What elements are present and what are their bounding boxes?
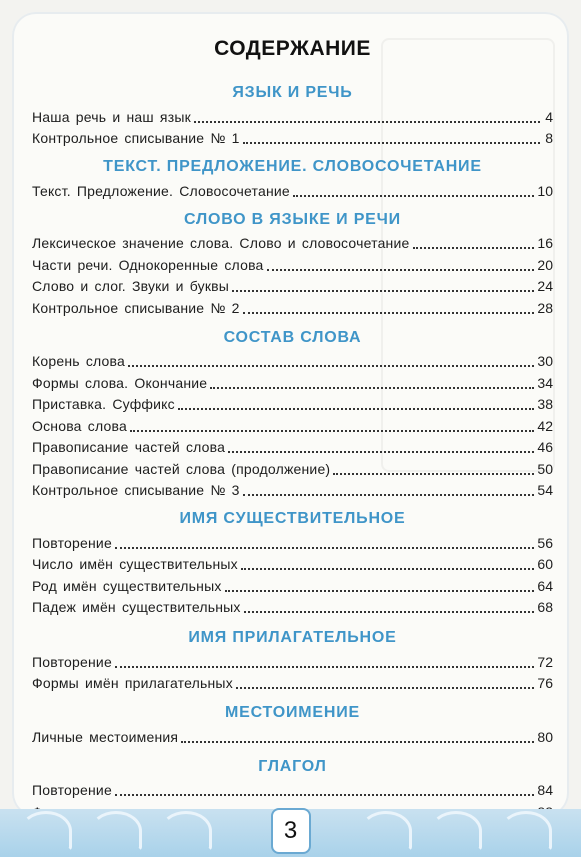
toc-entry [32,297,553,319]
dot-leader [178,407,535,410]
toc-section [32,509,553,618]
section-heading: ИМЯ ПРИЛАГАТЕЛЬНОЕ [188,629,397,646]
page-number: 3 [271,808,311,854]
toc-section [32,210,553,319]
entry-page-number: 54 [537,482,553,498]
entry-title: Повторение [32,782,112,798]
ornament-swirl [500,811,552,851]
entry-page-number: 8 [545,130,553,146]
entry-title: Основа слова [32,417,127,434]
entry-title: Число имён существительных [32,556,238,572]
section-heading: ГЛАГОЛ [258,757,327,775]
toc-entry [32,128,553,150]
dot-leader [130,429,534,432]
dot-leader [244,610,535,613]
toc-entry [32,480,553,502]
entry-page-number: 46 [537,439,553,455]
toc-sections [32,83,553,844]
entry-title: Текст. Предложение. Словосочетание [32,182,290,199]
toc-section [32,83,553,149]
dot-leader [115,793,534,796]
dot-leader [243,311,535,314]
ornament-swirl [360,811,412,851]
toc-entry [32,673,553,695]
dot-leader [243,141,540,144]
entry-title: Личные местоимения [32,728,179,745]
entry-page-number: 56 [537,534,553,551]
toc-section [32,628,553,694]
table-of-contents [32,12,553,844]
dot-leader [232,289,534,292]
dot-leader [333,472,534,475]
dot-leader [181,740,534,743]
entry-title: Приставка. Суффикс [32,396,175,412]
entry-title: Контрольное списывание № 2 [32,299,240,316]
section-heading: СЛОВО В ЯЗЫКЕ И РЕЧИ [184,210,401,228]
entry-page-number: 60 [537,556,553,572]
entry-title: Слово и слог. Звуки и буквы [32,278,230,294]
entry-page-number: 38 [537,396,553,412]
toc-entry [32,437,553,459]
entry-page-number: 10 [537,182,553,199]
dot-leader [210,386,534,389]
section-heading: ТЕКСТ. ПРЕДЛОЖЕНИЕ. СЛОВОСОЧЕТАНИЕ [103,158,482,175]
dot-leader [115,546,534,549]
entry-page-number: 84 [537,782,553,798]
dot-leader [236,686,535,689]
toc-entry [32,372,553,394]
toc-section [32,328,553,502]
entry-page-number: 4 [545,108,553,125]
dot-leader [413,246,535,249]
toc-entry [32,726,553,748]
entry-title: Контрольное списывание № 1 [32,130,240,146]
entry-page-number: 42 [537,417,553,434]
toc-entry [32,254,553,276]
entry-page-number: 28 [537,299,553,316]
toc-entry [32,458,553,480]
toc-entry [32,415,553,437]
toc-entry [32,233,553,255]
entry-title: Повторение [32,653,112,670]
entry-title: Контрольное списывание № 3 [32,482,240,498]
entry-title: Наша речь и наш язык [32,108,191,125]
dot-leader [115,665,534,668]
entry-title: Род имён существительных [32,577,222,594]
section-heading: МЕСТОИМЕНИЕ [224,704,360,721]
toc-entry [32,554,553,576]
entry-title: Повторение [32,534,112,551]
entry-page-number: 16 [537,235,553,251]
entry-title: Падеж имён существительных [32,599,241,615]
entry-title: Правописание частей слова [32,439,226,455]
toc-entry [32,575,553,597]
dot-leader [225,589,535,592]
ornament-swirl [430,811,482,851]
entry-title: Лексическое значение слова. Слово и словосочетание [32,235,410,251]
section-heading: СОСТАВ СЛОВА [223,328,362,346]
toc-entry [32,106,553,128]
toc-entry [32,651,553,673]
entry-page-number: 76 [537,675,553,691]
ornament-swirl [90,811,142,851]
toc-entry [32,532,553,554]
dot-leader [128,364,534,367]
entry-page-number: 34 [537,374,553,391]
entry-page-number: 72 [537,653,553,670]
toc-entry [32,180,553,202]
dot-leader [228,450,534,453]
section-heading: ИМЯ СУЩЕСТВИТЕЛЬНОЕ [179,510,406,527]
entry-title: Корень слова [32,353,126,369]
dot-leader [267,268,535,271]
entry-title: Правописание частей слова (продолжение) [32,460,331,477]
toc-section [32,703,553,748]
toc-entry [32,351,553,373]
entry-title: Формы слова. Окончание [32,374,208,391]
entry-page-number: 64 [537,577,553,594]
dot-leader [243,493,535,496]
toc-entry [32,276,553,298]
entry-title: Формы имён прилагательных [32,675,233,691]
entry-title: Части речи. Однокоренные слова [32,256,264,273]
ornament-swirl [160,811,212,851]
entry-page-number: 20 [537,256,553,273]
toc-entry [32,597,553,619]
entry-page-number: 24 [537,278,553,294]
entry-page-number: 80 [537,728,553,745]
toc-entry [32,780,553,802]
toc-entry [32,394,553,416]
dot-leader [194,120,540,123]
entry-page-number: 30 [537,353,553,369]
dot-leader [293,194,535,197]
dot-leader [241,567,535,570]
toc-section [32,157,553,202]
section-heading: ЯЗЫК И РЕЧЬ [232,84,353,101]
entry-page-number: 50 [537,460,553,477]
ornament-swirl [20,811,72,851]
footer-ornament [0,809,581,857]
entry-page-number: 68 [537,599,553,615]
page-title: СОДЕРЖАНИЕ [214,37,371,60]
page-sheet [12,12,569,817]
